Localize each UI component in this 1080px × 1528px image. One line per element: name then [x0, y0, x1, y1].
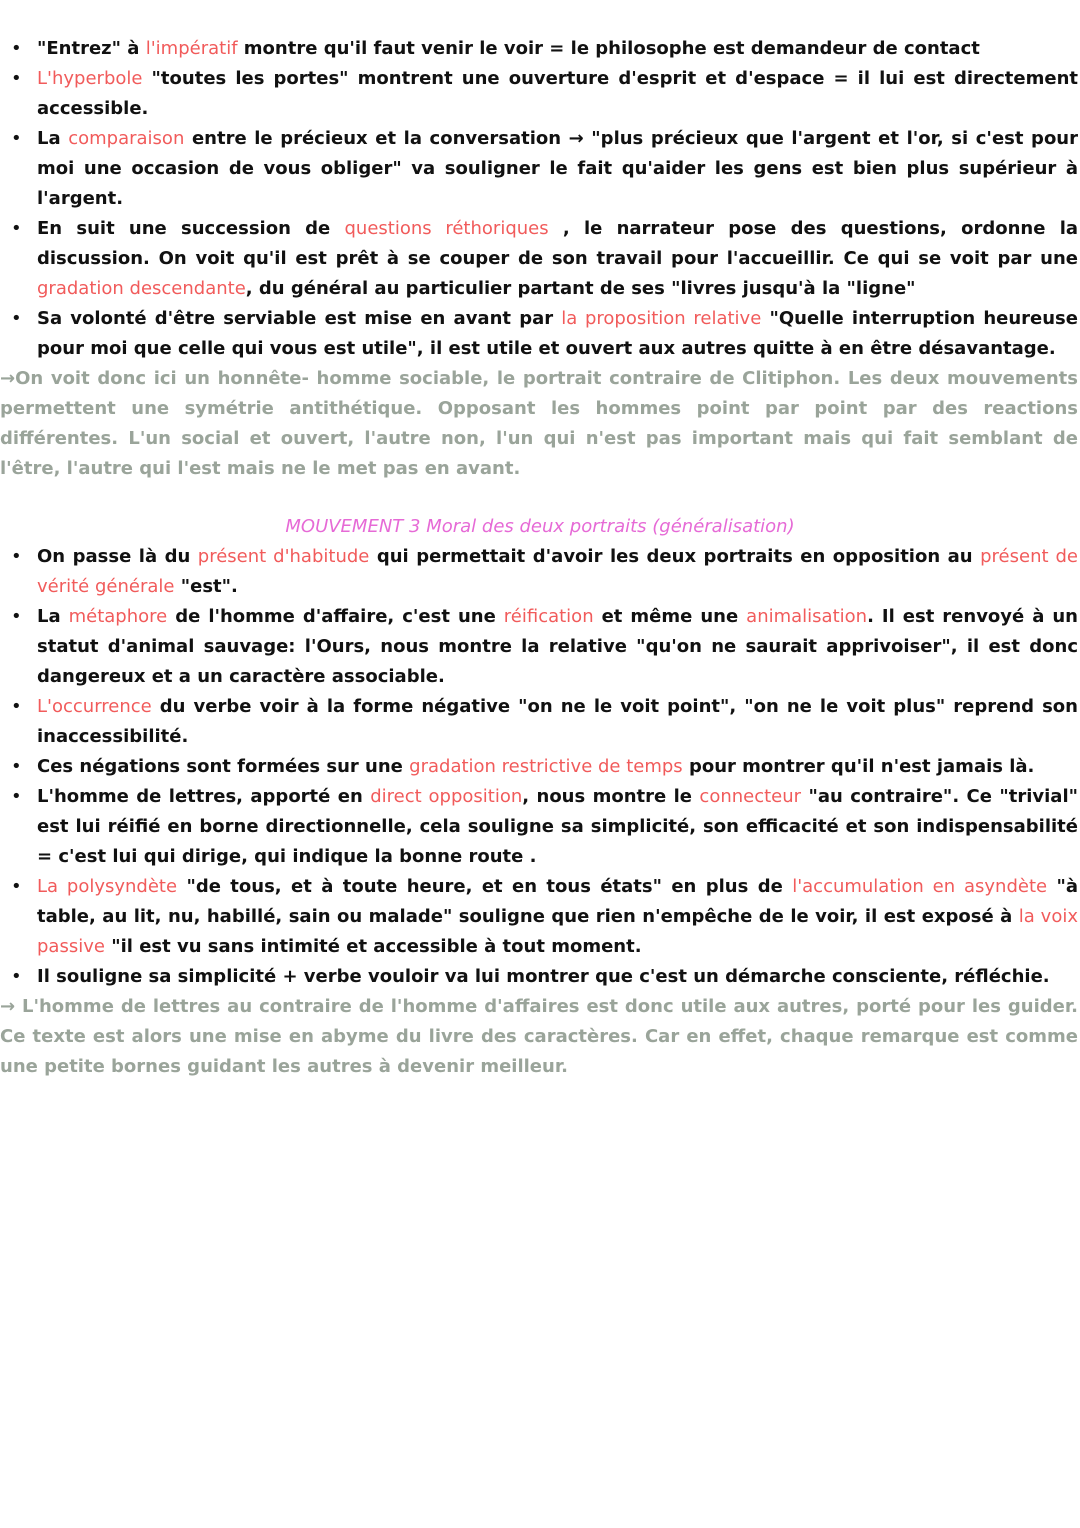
highlighted-term: présent de vérité générale	[37, 546, 1078, 597]
item-text: du verbe voir à la forme négative "on ne le voit point", "on ne le voit plus" reprend son inaccessibilité.	[37, 696, 1078, 747]
item-text: "toutes les portes" montrent une ouverture d'esprit et d'espace = il lui est directement accessible.	[37, 68, 1078, 119]
item-text: qui permettait d'avoir les deux portraits en opposition au	[369, 546, 981, 567]
list-item	[37, 782, 1078, 872]
list-item	[37, 304, 1078, 364]
item-text: On passe là du	[37, 546, 198, 567]
conclusion-1: →On voit donc ici un honnête- homme sociable, le portrait contraire de Clitiphon. Les deux mouvements permettent une symétrie antithétique. Opposant les hommes point par point par des reactions différentes. L'un social et ouvert, l'autre non, l'un qui n'est pas important mais qui fait semblant de l'être, l'autre qui l'est mais ne le met pas en avant.	[0, 368, 1078, 479]
item-text: entre le précieux et la conversation → "plus précieux que l'argent et l'or, si c'est pour moi une occasion de vous obliger" va souligner le fait qu'aider les gens est bien plus supérieur à l'argent.	[37, 128, 1079, 209]
list-item	[37, 872, 1078, 962]
highlighted-term: la proposition relative	[561, 308, 762, 329]
item-text: "à table, au lit, nu, habillé, sain ou malade" souligne que rien n'empêche de le voir, il est exposé à	[37, 876, 1078, 927]
item-text: , du général au particulier partant de ses "livres jusqu'à la "ligne"	[245, 278, 916, 299]
highlighted-term: gradation descendante	[37, 278, 246, 299]
highlighted-term: gradation restrictive de temps	[409, 756, 683, 777]
highlighted-term: réification	[503, 606, 594, 627]
item-text: "Quelle interruption heureuse pour moi que celle qui vous est utile", il est utile et ouvert aux autres quitte à en être désavantage.	[37, 308, 1078, 359]
item-text: La	[37, 606, 69, 627]
item-text: pour montrer qu'il n'est jamais là.	[682, 756, 1035, 777]
list-item	[37, 962, 1078, 992]
highlighted-term: l'accumulation en asyndète	[792, 876, 1048, 897]
conclusion-2: → L'homme de lettres au contraire de l'homme d'affaires est donc utile aux autres, porté pour les guider. Ce texte est alors une mise en abyme du livre des caractères. Car en effet, chaque remarque est comme une petite bornes guidant les autres à devenir meilleur.	[0, 996, 1078, 1077]
item-text: "de tous, et à toute heure, et en tous états" en plus de	[177, 876, 793, 897]
highlighted-term: La polysyndète	[37, 876, 178, 897]
item-text: de l'homme d'affaire, c'est une	[167, 606, 504, 627]
analysis-list-1	[0, 34, 1080, 364]
highlighted-term: métaphore	[68, 606, 168, 627]
item-text: , le narrateur pose des questions, ordonne la discussion. On voit qu'il est prêt à se couper de son travail pour l'accueillir. Ce qui se voit par une	[37, 218, 1079, 269]
item-text: et même une	[593, 606, 747, 627]
analysis-list-2	[0, 542, 1080, 992]
item-text: Sa volonté d'être serviable est mise en avant par	[37, 308, 562, 329]
highlighted-term: L'hyperbole	[37, 68, 143, 89]
highlighted-term: comparaison	[68, 128, 185, 149]
highlighted-term: L'occurrence	[37, 696, 152, 717]
list-item	[37, 752, 1078, 782]
highlighted-term: présent d'habitude	[197, 546, 370, 567]
item-text: , nous montre le	[522, 786, 700, 807]
list-item	[37, 214, 1078, 304]
highlighted-term: animalisation	[746, 606, 868, 627]
item-text: Il souligne sa simplicité + verbe vouloir va lui montrer que c'est un démarche consciente, réfléchie.	[37, 966, 1050, 987]
highlighted-term: la voix passive	[37, 906, 1079, 957]
section-heading: MOUVEMENT 3 Moral des deux portraits (généralisation)	[285, 516, 795, 537]
item-text: L'homme de lettres, apporté en	[37, 786, 371, 807]
item-text: "au contraire". Ce "trivial" est lui réifié en borne directionnelle, cela souligne sa simplicité, son efficacité et son indispensabilité = c'est lui qui dirige, qui indique la bonne route .	[37, 786, 1078, 867]
item-text: La	[37, 128, 69, 149]
list-item	[37, 542, 1078, 602]
item-text: "est".	[174, 576, 238, 597]
list-item	[37, 64, 1078, 124]
item-text: montre qu'il faut venir le voir = le philosophe est demandeur de contact	[237, 38, 980, 59]
item-text: . Il est renvoyé à un statut d'animal sauvage: l'Ours, nous montre la relative "qu'on ne saurait apprivoiser", il est donc dangereux et a un caractère associable.	[37, 606, 1078, 687]
item-text: "Entrez" à	[37, 38, 146, 59]
list-item	[37, 124, 1078, 214]
highlighted-term: connecteur	[699, 786, 802, 807]
list-item	[37, 602, 1078, 692]
highlighted-term: questions réthoriques	[344, 218, 549, 239]
document-page	[0, 34, 1080, 1082]
item-text: Ces négations sont formées sur une	[37, 756, 410, 777]
highlighted-term: direct opposition	[370, 786, 523, 807]
item-text: "il est vu sans intimité et accessible à tout moment.	[104, 936, 642, 957]
list-item	[37, 692, 1078, 752]
highlighted-term: l'impératif	[145, 38, 238, 59]
list-item	[37, 34, 1078, 64]
item-text: En suit une succession de	[37, 218, 345, 239]
